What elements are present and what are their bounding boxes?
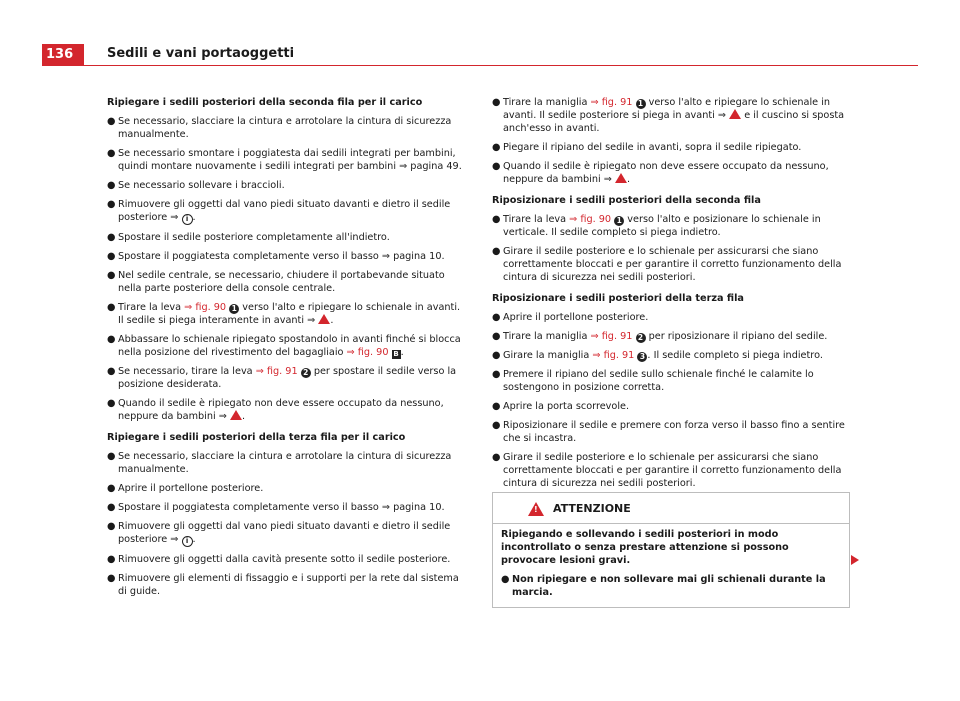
list-item: ● Quando il sedile è ripiegato non deve essere occupato da nessuno, neppure da bambini ⇒ .	[492, 161, 829, 185]
figure-link[interactable]: ⇒ fig. 91	[255, 366, 298, 377]
list-item: ● Riposizionare il sedile e premere con forza verso il basso fino a sentire che si incastra.	[492, 420, 845, 444]
callout-number: 1	[614, 216, 624, 226]
list-item: ● Tirare la maniglia ⇒ fig. 91 2 per riposizionare il ripiano del sedile.	[492, 331, 828, 342]
bullet-icon: ●	[492, 452, 501, 463]
list-item: ● Rimuovere gli elementi di fissaggio e i supporti per la rete dal sistema di guide.	[107, 573, 459, 597]
list-item: ● Spostare il poggiatesta completamente verso il basso ⇒ pagina 10.	[107, 502, 445, 513]
list-item: ● Abbassare lo schienale ripiegato spostandolo in avanti finché si blocca nella posizione del rivestimento del bagagliaio ⇒ fig. 90 B .	[107, 334, 461, 358]
continue-arrow-icon[interactable]	[851, 555, 859, 565]
list-item: ● Girare la maniglia ⇒ fig. 91 3 . Il sedile completo si piega indietro.	[492, 350, 823, 361]
list-item: ● Tirare la leva ⇒ fig. 90 1 verso l'alto e ripiegare lo schienale in avanti. Il sedile si piega interamente in avanti ⇒ .	[107, 302, 461, 326]
list-item: ● Se necessario smontare i poggiatesta dai sedili integrati per bambini, quindi montare nuovamente i sedili integrati per bambini ⇒ pagina 49.	[107, 148, 462, 172]
bullet-icon: ●	[107, 251, 116, 262]
figure-link[interactable]: ⇒ fig. 90	[569, 214, 612, 225]
list-item: ● Se necessario, tirare la leva ⇒ fig. 91 2 per spostare il sedile verso la posizione desiderata.	[107, 366, 457, 390]
bullet-icon: ●	[107, 199, 116, 210]
bullet-icon: ●	[107, 554, 116, 565]
list-item: ● Rimuovere gli oggetti dal vano piedi situato davanti e dietro il sedile posteriore ⇒ i .	[107, 199, 451, 223]
bullet-icon: ●	[107, 148, 116, 159]
bullet-icon: ●	[107, 521, 116, 532]
list-item: ● Nel sedile centrale, se necessario, chiudere il portabevande situato nella parte posteriore della console centrale.	[107, 270, 445, 294]
bullet-icon: ●	[501, 574, 510, 585]
list-item: ● Se necessario sollevare i braccioli.	[107, 180, 285, 191]
callout-number: 2	[301, 368, 311, 378]
bullet-icon: ●	[107, 573, 116, 584]
bullet-icon: ●	[107, 180, 116, 191]
figure-link[interactable]: ⇒ fig. 91	[592, 350, 635, 361]
callout-number: 3	[637, 352, 647, 362]
list-item: ● Premere il ripiano del sedile sullo schienale finché le calamite lo sostengono in posizione corretta.	[492, 369, 814, 393]
bullet-icon: ●	[492, 97, 501, 108]
bullet-icon: ●	[107, 270, 116, 281]
list-item: ● Tirare la leva ⇒ fig. 90 1 verso l'alto e posizionare lo schienale in verticale. Il sedile completo si piega indietro.	[492, 214, 821, 238]
chapter-title: Sedili e vani portaoggetti	[107, 46, 295, 61]
bullet-icon: ●	[107, 116, 116, 127]
list-item: ● Piegare il ripiano del sedile in avanti, sopra il sedile ripiegato.	[492, 142, 802, 153]
section-heading: Ripiegare i sedili posteriori della seconda fila per il carico	[107, 97, 423, 108]
list-item: ● Rimuovere gli oggetti dal vano piedi situato davanti e dietro il sedile posteriore ⇒ i .	[107, 521, 451, 545]
list-item: ● Aprire la porta scorrevole.	[492, 401, 630, 412]
callout-letter: B	[393, 350, 399, 358]
callout-number: 1	[636, 99, 646, 109]
warning-text: Ripiegando e sollevando i sedili posteriori in modo incontrollato o senza prestare attenzione si possono provocare lesioni gravi.	[501, 529, 789, 566]
bullet-icon: ●	[492, 161, 501, 172]
warning-title: ATTENZIONE	[553, 502, 631, 515]
bullet-icon: ●	[492, 142, 501, 153]
bullet-icon: ●	[107, 334, 116, 345]
bullet-icon: ●	[107, 366, 116, 377]
list-item: ● Tirare la maniglia ⇒ fig. 91 1 verso l'alto e ripiegare lo schienale in avanti. Il sedile posteriore si piega in avanti ⇒ e il cuscino si sposta anch'esso in avanti.	[492, 97, 845, 134]
figure-link[interactable]: ⇒ fig. 90	[184, 302, 227, 313]
bullet-icon: ●	[492, 369, 501, 380]
right-column	[492, 96, 848, 496]
bullet-icon: ●	[492, 246, 501, 257]
list-item: ● Spostare il sedile posteriore completamente all'indietro.	[107, 232, 390, 243]
page-number: 136	[42, 44, 84, 66]
list-item: ● Se necessario, slacciare la cintura e arrotolare la cintura di sicurezza manualmente.	[107, 116, 452, 140]
list-item: ● Girare il sedile posteriore e lo schienale per assicurarsi che siano correttamente bloccati e per garantire il corretto funzionamento della cintura di sicurezza nei sedili posteriori.	[492, 452, 842, 489]
warning-icon[interactable]	[230, 410, 242, 420]
warning-box	[492, 492, 850, 608]
list-item: ● Aprire il portellone posteriore.	[107, 483, 264, 494]
list-item: ● Non ripiegare e non sollevare mai gli schienali durante la marcia.	[501, 574, 826, 598]
bullet-icon: ●	[107, 302, 116, 313]
bullet-icon: ●	[492, 420, 501, 431]
warning-icon[interactable]	[318, 314, 330, 324]
warning-icon[interactable]	[615, 173, 627, 183]
section-heading: Ripiegare i sedili posteriori della terza fila per il carico	[107, 432, 406, 443]
page-header	[0, 0, 960, 70]
list-item: ● Quando il sedile è ripiegato non deve essere occupato da nessuno, neppure da bambini ⇒ .	[107, 398, 444, 422]
left-column	[107, 96, 463, 604]
callout-number: 2	[636, 333, 646, 343]
callout-number: 1	[229, 304, 239, 314]
bullet-icon: ●	[107, 232, 116, 243]
bullet-icon: ●	[107, 451, 116, 462]
warning-icon[interactable]	[729, 109, 741, 119]
list-item: ● Girare il sedile posteriore e lo schienale per assicurarsi che siano correttamente bloccati e per garantire il corretto funzionamento della cintura di sicurezza nei sedili posteriori.	[492, 246, 842, 283]
figure-link[interactable]: ⇒ fig. 91	[590, 331, 633, 342]
bullet-icon: ●	[492, 214, 501, 225]
figure-link[interactable]: ⇒ fig. 91	[590, 97, 633, 108]
section-heading: Riposizionare i sedili posteriori della terza fila	[492, 293, 744, 304]
info-icon[interactable]: i	[182, 536, 193, 547]
bullet-icon: ●	[107, 483, 116, 494]
section-heading: Riposizionare i sedili posteriori della seconda fila	[492, 195, 761, 206]
bullet-icon: ●	[492, 312, 501, 323]
list-item: ● Rimuovere gli oggetti dalla cavità presente sotto il sedile posteriore.	[107, 554, 451, 565]
header-divider	[84, 65, 918, 66]
figure-link[interactable]: ⇒ fig. 90	[346, 347, 389, 358]
warning-box-header	[493, 493, 849, 524]
list-item: ● Aprire il portellone posteriore.	[492, 312, 649, 323]
exclamation-icon: !	[534, 505, 538, 514]
bullet-icon: ●	[107, 502, 116, 513]
bullet-icon: ●	[492, 401, 501, 412]
bullet-icon: ●	[107, 398, 116, 409]
info-icon[interactable]: i	[182, 214, 193, 225]
bullet-icon: ●	[492, 331, 501, 342]
bullet-icon: ●	[492, 350, 501, 361]
warning-body	[493, 524, 849, 607]
list-item: ● Spostare il poggiatesta completamente verso il basso ⇒ pagina 10.	[107, 251, 445, 262]
list-item: ● Se necessario, slacciare la cintura e arrotolare la cintura di sicurezza manualmente.	[107, 451, 452, 475]
